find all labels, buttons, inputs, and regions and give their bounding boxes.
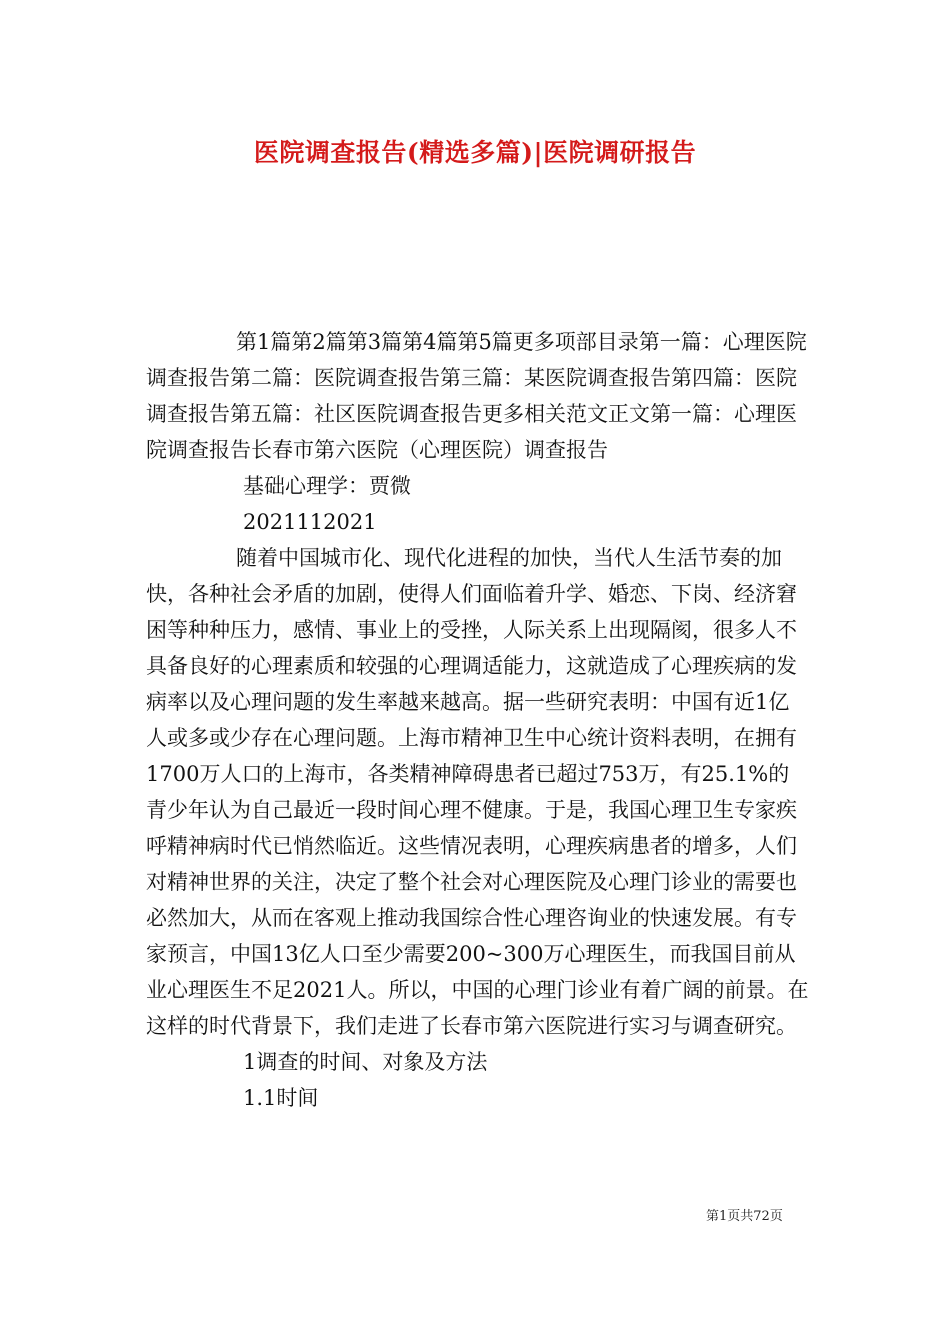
main-paragraph: 随着中国城市化、现代化进程的加快，当代人生活节奏的加快，各种社会矛盾的加剧，使得人们面临着升学、婚恋、下岗、经济窘困等种种压力，感情、事业上的受挫，人际关系上出现隔阂，很多人不具备良好的心理素质和较强的心理调适能力，这就造成了心理疾病的发病率以及心理问题的发生率越来越高。据一些研究表明：中国有近1亿人或多或少存在心理问题。上海市精神卫生中心统计资料表明，在拥有1700万人口的上海市，各类精神障碍患者已超过753万，有25.1%的青少年认为自己最近一段时间心理不健康。于是，我国心理卫生专家疾呼精神病时代已悄然临近。这些情况表明，心理疾病患者的增多，人们对精神世界的关注，决定了整个社会对心理医院及心理门诊业的需要也必然加大，从而在客观上推动我国综合性心理咨询业的快速发展。有专家预言，中国13亿人口至少需要200~300万心理医生，而我国目前从业心理医生不足2021人。所以，中国的心理门诊业有着广阔的前景。在这样的时代背景下，我们走进了长春市第六医院进行实习与调查研究。 [146,546,809,1038]
intro-paragraph: 第1篇第2篇第3篇第4篇第5篇更多项部目录第一篇：心理医院调查报告第二篇：医院调查报告第三篇：某医院调查报告第四篇：医院调查报告第五篇：社区医院调查报告更多相关范文正文第一篇：心理医院调查报告长春市第六医院（心理医院）调查报告 [146,330,807,462]
author-line: 基础心理学：贾微 [243,474,411,498]
page-footer: 第1页共72页 [706,1209,783,1224]
section-heading: 1调查的时间、对象及方法 [243,1050,488,1074]
document-body [146,324,810,1116]
student-id: 2021112021 [243,510,377,534]
subsection-heading: 1.1时间 [243,1086,319,1110]
document-title: 医院调查报告(精选多篇)|医院调研报告 [253,138,697,167]
